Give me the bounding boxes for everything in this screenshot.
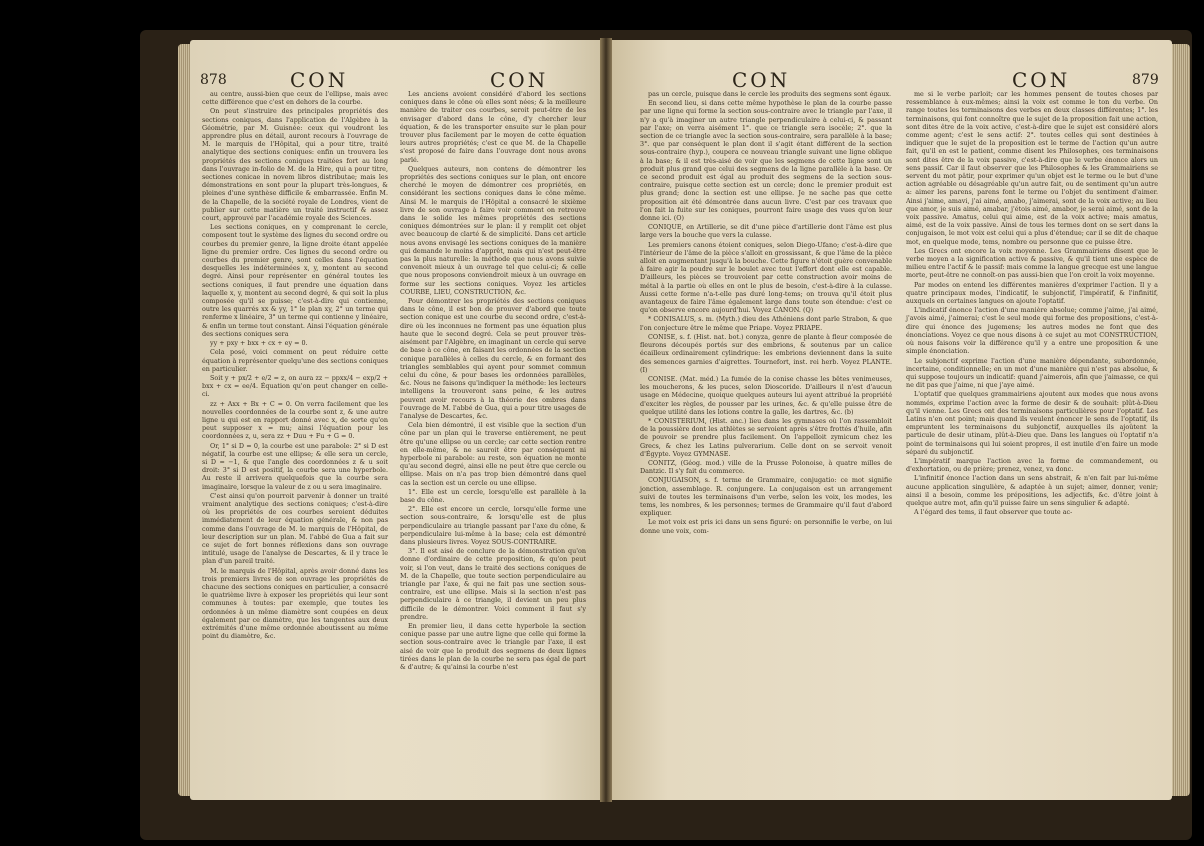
paragraph: zz + Axx + Bx + C = 0. On verra facilement que les nouvelles coordonnées de la courbe sont z, & une autre ligne u qui est en rapport donné avec x, de sorte qu'on peut supposer x = mu; ainsi l'équation pour les coordonnées z, u, sera zz + Duu + Fu + G = 0. [202,399,388,441]
paragraph: L'optatif que quelques grammairiens ajoutent aux modes que nous avons nommés, exprime l'action avec la forme de desir & de souhait: plût-à-Dieu qu'il vienne. Les Grecs ont des terminaisons particulières pour l'optatif. Les Latins n'en ont point; mais quand ils veulent énoncer le sens de l'optatif, ils empruntent les terminaisons du subjonctif, auxquelles ils ajoûtent la particule de desir utinam, plût-à-Dieu que. Dans les langues où l'optatif n'a point de terminaisons qui lui soient propres, il est inutile d'en faire un mode séparé du subjonctif. [906,390,1158,456]
paragraph: CONIQUE, en Artillerie, se dit d'une pièce d'artillerie dont l'âme est plus large vers la bouche que vers la culasse. [640,223,892,240]
paragraph: CONITZ, (Géog. mod.) ville de la Prusse Polonoise, à quatre milles de Dantzic. Il s'y fait du commerce. [640,458,892,476]
paragraph: En second lieu, si dans cette même hypothèse le plan de la courbe passe par une ligne qui forme la section sous-contraire avec le triangle par l'axe, il n'y a qu'à imaginer un autre triangle perpendiculaire à celui-ci, & passant par l'axe; on verra aisément 1°. que ce triangle sera isocèle; 2°. que la section de ce triangle avec la section sous-contraire, sera parallèle à la base; 3°. que par conséquent le plan dont il s'agit étant différent de la section sous-contraire (hyp.), coupera ce nouveau triangle suivant une ligne oblique à la base; & il est très-aisé de voir que les segmens de cette ligne sont un produit plus grand que celui des segmens de la ligne parallèle à la base. Or ce second produit est égal au produit des segmens de la section sous-contraire, puisque cette section est un cercle; donc le premier produit est plus grand; donc la section est une ellipse. Je ne sache pas que cette proposition ait été démontrée dans aucun livre. C'est par ces travaux que l'on fait la fuite sur les coniques, pourront faire usage des vues qu'on leur donne ici. (O) [640,99,892,223]
right-column-2 [906,90,1158,517]
paragraph: On peut s'instruire des principales propriétés des sections coniques, dans l'application de l'Algèbre à la Géométrie, par M. Guisnée: ceux qui voudront les apprendre plus en détail, auront recours à l'ouvrage de M. le marquis de l'Hôpital, qui a pour titre, traité analytique des sections coniques: enfin un trouvera les propriétés des sections coniques traitées fort au long dans l'ouvrage in-folio de M. de la Hire, qui a pour titre, sectiones conicae in novem libros distributae; mais les démonstrations en sont pour la plupart très-longues, & pleines d'une synthèse difficile & embarrassée. Enfin M. de la Chapelle, de la société royale de Londres, vient de publier sur cette matière un traité instructif & assez court, approuvé par l'académie royale des Sciences. [202,107,388,223]
paragraph: En premier lieu, il dans cette hyperbole la section conique passe par une autre ligne que celle qui forme la section sous-contraire avec le triangle par l'axe, il est aisé de voir que le produit des segmens de deux lignes tirées dans le plan de la courbe ne sera pas égal de part & d'autre; & qu'ainsi la courbe n'est [400,622,586,672]
right-page-edges [1172,44,1190,796]
paragraph: CONISE, s. f. (Hist. nat. bot.) conyza, genre de plante à fleur composée de fleurons découpés portés sur des embrions, & soutenus par un calice écailleux ordinairement cylindrique: les embrions deviennent dans la suite des semences garnies d'aigrettes. Tournefort, inst. rei herb. Voyez PLANTE. (I) [640,332,892,374]
paragraph: Les Grecs ont encore la voix moyenne. Les Grammairiens disent que le verbe moyen a la signification active & passive, & qu'il tient une espèce de milieu entre l'actif & le passif: mais comme la langue grecque est une langue morte, peut-être ne connoît-on pas aussi-bien que l'on croit la voix moyenne. [906,246,1158,280]
paragraph: A l'égard des tems, il faut observer que toute ac- [914,508,1073,517]
book-gutter [600,38,612,802]
right-head-word-2: CON [1012,68,1071,92]
paragraph: Les premiers canons étoient coniques, selon Diego-Ufano; c'est-à-dire que l'intérieur de l'âme de la pièce s'alloit en grossissant, & que l'âme de la pièce alloit en augmentant jusqu'à la bouche. Cette figure n'étoit guère convenable à faire agir la poudre sur le boulet avec tout l'effort dont elle est capable. D'ailleurs, les pièces se trouvoient par cette construction avoir moins de métal à la partie où elles en ont le plus de besoin, c'est-à-dire à la culasse. Aussi cette forme n'a-t-elle pas duré long-tems; on trouva qu'il étoit plus avantageux de faire l'âme également large dans toute son étendue: c'est ce qu'on observe encore aujourd'hui. Voyez CANON. (Q) [640,240,892,315]
paragraph: Cela bien démontré, il est visible que la section d'un cône par un plan qui le traverse entièrement, ne peut être qu'une ellipse ou un cercle; car cette section rentre en elle-même, & ne sauroit être par conséquent ni hyperbole ni parabole: au reste, son équation ne monte qu'au second degré, ainsi elle ne peut être que cercle ou ellipse. Mais on n'a pas trop bien démontré dans quel cas la section est un cercle ou une ellipse. [400,421,586,487]
left-head-word-1: CON [290,68,349,92]
paragraph: * CONISTERIUM, (Hist. anc.) lieu dans les gymnases où l'on rassembloit de la poussière dont les athlètes se servoient après s'être frottés d'huile, afin de pouvoir se prendre plus facilement. On l'appelloit zymicum chez les Grecs, & chez les Latins pulverarium. Celle dont on se servoit venoit d'Égypte. Voyez GYMNASE. [640,416,892,458]
left-head-word-2: CON [490,68,549,92]
paragraph: L'indicatif énonce l'action d'une manière absolue; comme j'aime, j'ai aimé, j'avois aimé, j'aimerai; c'est le seul mode qui forme des propositions, c'est-à-dire qui énonce des jugemens; les autres modes ne font que des énonciations. Voyez ce que nous disons à ce sujet au mot CONSTRUCTION, où nous faisons voir la différence qu'il y a entre une proposition & une simple énonciation. [906,306,1158,356]
left-column-2 [400,90,586,672]
right-page-number: 879 [1132,72,1159,88]
paragraph: Les sections coniques, en y comprenant le cercle, composent tout le système des lignes du second ordre ou courbes du premier genre, la ligne droite étant appelée ligne du premier ordre. Ces lignes du second ordre ou courbes du premier genre, sont celles dans l'équation desquelles les indéterminées x, y, montent au second degré. Ainsi pour représenter en général toutes les sections coniques, il faut prendre une équation dans laquelle x, y, montent au second degré, & qui soit la plus composée qu'il se puisse; c'est-à-dire qui contienne, outre les quarrés xx & yy, 1° le plan xy, 2° un terme qui renferme x linéaire, 3° un terme qui contienne y linéaire, & enfin un terme tout constant. Ainsi l'équation générale des sections coniques sera [202,223,388,338]
paragraph: Pour démontrer les propriétés des sections coniques dans le cône, il est bon de prouver d'abord que toute section conique est une courbe du second ordre, c'est-à-dire où les inconnues ne forment pas une équation plus haute que le second degré. Cela se peut prouver très-aisément par l'Algèbre, en imaginant un cercle qui serve de base à ce cône, en faisant les ordonnées de la section conique parallèles à celles du cercle, & en formant des triangles semblables qui ayent pour sommet commun celui du cône, & pour bases les ordonnées parallèles, &c. Nous ne faisons qu'indiquer la méthode: les lecteurs intelligens la trouveront sans peine, & les autres peuvent avoir recours à la théorie des ombres dans l'ouvrage de M. l'abbé de Gua, qui a pour titre usages de l'analyse de Descartes, &c. [400,297,586,420]
paragraph: C'est ainsi qu'on pourroit parvenir à donner un traité vraiment analytique des sections coniques; c'est-à-dire où les propriétés de ces courbes seroient déduites immédiatement de leur équation générale, & non pas comme dans l'ouvrage de M. le marquis de l'Hôpital, de leur description sur un plan. M. l'abbé de Gua a fait sur ce sujet de fort bonnes réflexions dans son ouvrage intitulé, usage de l'analyse de Descartes, & il y trace le plan d'un pareil traité. [202,491,388,566]
paragraph: Soit y + px/2 + e/2 = z, on aura zz − ppxx/4 − exp/2 + bxx + cx = ee/4. Équation qu'on peut changer en celle-ci. [202,373,388,399]
paragraph: au centre, aussi-bien que ceux de l'ellipse, mais avec cette différence que c'est en dehors de la courbe. [202,90,388,107]
left-page-number: 878 [200,72,227,88]
paragraph: pas un cercle, puisque dans le cercle les produits des segmens sont égaux. [648,90,892,98]
paragraph: yy + pxy + bxx + cx + ey = 0. [210,339,308,348]
paragraph: 3°. Il est aisé de conclure de la démonstration qu'on donne d'ordinaire de cette proposition, & qu'on peut voir, si l'on veut, dans le traité des sections coniques de M. de la Chapelle, que toute section perpendiculaire au triangle par l'axe, & qui ne fait pas une section sous-contraire, est une ellipse. Mais si la section n'est pas perpendiculaire à ce triangle, il devient un peu plus difficile de le démontrer. Voici comment il faut s'y prendre. [400,547,586,621]
paragraph: * CONISALUS, s. m. (Myth.) dieu des Athéniens dont parle Strabon, & que l'on conjecture être le même que Priape. Voyez PRIAPE. [640,315,892,332]
right-column-1 [640,90,892,536]
paragraph: L'infinitif énonce l'action dans un sens abstrait, & n'en fait par lui-même aucune application singulière, & adaptée à un sujet; aimer, donner, venir; ainsi il a besoin, comme les prépositions, les adjectifs, &c. d'être joint à quelque autre mot, afin qu'il puisse faire un sens singulier & adapté. [906,474,1158,507]
paragraph: M. le marquis de l'Hôpital, après avoir donné dans les trois premiers livres de son ouvrage les propriétés de chacune des sections coniques en particulier, a consacré le quatrième livre à exposer les propriétés qui leur sont communes à toutes: par exemple, que toutes les ordonnées à un même diamètre sont coupées en deux également par ce diamètre, que les tangentes aux deux extrémités d'une même ordonnée aboutissent au même point du diamètre, &c. [202,566,388,641]
paragraph: Or, 1° si D = 0, la courbe est une parabole: 2° si D est négatif, la courbe est une ellipse; & elle sera un cercle, si D = −1, & que l'angle des coordonnées z & u soit droit: 3° si D est positif, la courbe sera une hyperbole. Au reste il arrivera quelquefois que la courbe sera imaginaire, lorsque la valeur de z ou u sera imaginaire. [202,441,388,491]
paragraph: Quelques auteurs, non contens de démontrer les propriétés des sections coniques sur le plan, ont encore cherché le moyen de démontrer ces propriétés, en considérant les sections coniques dans le cône même. Ainsi M. le marquis de l'Hôpital a consacré le sixième livre de son ouvrage à faire voir comment on retrouve dans le solide les mêmes propriétés des sections coniques démontrées sur le plan: il y remplit cet objet avec beaucoup de clarté & de simplicité. Dans cet article nous avons envisagé les sections coniques de la manière qui demande le moins d'apprêt, mais qui n'est peut-être pas la plus naturelle: la méthode que nous avons suivie convenoit mieux à un ouvrage tel que celui-ci; & celle que nous proposons conviendroit mieux à un ouvrage en forme sur les sections coniques. Voyez les articles COURBE, LIEU, CONSTRUCTION, &c. [400,164,586,296]
paragraph: me si le verbe parloit; car les hommes pensent de toutes choses par ressemblance à eux-mêmes; ainsi la voix est comme le ton du verbe. On range toutes les terminaisons des verbes en deux classes différentes; 1°. les terminaisons, qui font connoître que le sujet de la proposition fait une action, sont dites être de la voix active, c'est-à-dire que le sujet est considéré alors comme agent; c'est le sens actif: 2°. toutes celles qui sont destinées à indiquer que le sujet de la proposition est le terme de l'action qu'un autre fait, qu'il en est le patient, comme disent les Philosophes, ces terminaisons sont dites être de la voix passive, c'est-à-dire que le verbe énonce alors un sens passif. Car il faut observer que les Philosophes & les Grammairiens se servent du mot pâtir, pour exprimer qu'un objet est le terme ou le but d'une action agréable ou désagréable qu'un autre fait, ou de sentiment qu'un autre a: aimer les parens, parens font le terme ou l'objet du sentiment d'aimer. Ainsi j'aime, amavi, j'ai aimé, amabo, j'aimerai, sont de la voix active; au lieu que amor, je suis aimé, amabar, j'étois aimé, amabor, je serai aimé, sont de la voix passive. Amatus, celui qui aime, est de la voix active; mais amatus, aimé, est de la voix passive. Ainsi de tous les termes dont on se sert dans la conjugaison, le mot voix est celui qui a plus d'étendue; car il se dit de chaque mot, en quelque mode, tems, nombre ou personne que ce puisse être. [906,90,1158,246]
right-page [612,40,1172,800]
paragraph: CONISE. (Mat. méd.) La fumée de la conise chasse les bêtes venimeuses, les moucherons, & les puces, selon Dioscoride. D'ailleurs il n'est d'aucun usage en Médecine, quoique quelques auteurs lui ayent attribué la propriété d'exciter les règles, de pousser par les urines, &c. & qu'elle puisse être de quelque utilité dans les lotions contre la galle, les dartres, &c. (b) [640,374,892,416]
right-head-word-1: CON [732,68,791,92]
paragraph: Par modes on entend les différentes manières d'exprimer l'action. Il y a quatre principaux modes, l'indicatif, le subjonctif, l'impératif, & l'infinitif, auxquels en certaines langues on ajoute l'optatif. [906,280,1158,306]
paragraph: CONJUGAISON, s. f. terme de Grammaire, conjugatio: ce mot signifie jonction, assemblage. R. conjungere. La conjugaison est un arrangement suivi de toutes les terminaisons d'un verbe, selon les voix, les modes, les tems, les nombres, & les personnes; termes de Grammaire qu'il faut d'abord expliquer. [640,476,892,518]
paragraph: Le subjonctif exprime l'action d'une manière dépendante, subordonnée, incertaine, conditionnelle; en un mot d'une manière qui n'est pas absolue, & qui suppose toujours un indicatif: quand j'aimerois, afin que j'aimasse, ce qui ne dit pas que j'aime, ni que j'aye aimé. [906,356,1158,390]
left-page [190,40,600,800]
paragraph: Cela posé, voici comment on peut réduire cette équation à représenter quelqu'une des sections coniques en particulier. [202,348,388,373]
left-column-1 [202,90,388,641]
paragraph: Les anciens avoient considéré d'abord les sections coniques dans le cône où elles sont nées; & la meilleure manière de traiter ces courbes, seroit peut-être de les envisager d'abord dans le cône, d'y chercher leur équation, & de les transporter ensuite sur le plan pour trouver plus facilement par le moyen de cette équation leurs autres propriétés; c'est ce que M. de la Chapelle s'est proposé de faire dans l'ouvrage dont nous avons parlé. [400,90,586,164]
paragraph: L'impératif marque l'action avec la forme de commandement, ou d'exhortation, ou de prière; prenez, venez, va donc. [906,456,1158,474]
right-running-head [612,68,1172,92]
paragraph: 2°. Elle est encore un cercle, lorsqu'elle forme une section sous-contraire, & lorsqu'elle est de plus perpendiculaire au triangle passant par l'axe du cône, & perpendiculaire lui-même à la base; cela est démontré dans plusieurs livres. Voyez SOUS-CONTRAIRE. [400,505,586,546]
paragraph: 1°. Elle est un cercle, lorsqu'elle est parallèle à la base du cône. [400,487,586,504]
left-running-head [190,68,600,92]
left-page-edges [178,44,190,796]
paragraph: Le mot voix est pris ici dans un sens figuré: on personnifie le verbe, on lui donne une voix, com- [640,518,892,535]
